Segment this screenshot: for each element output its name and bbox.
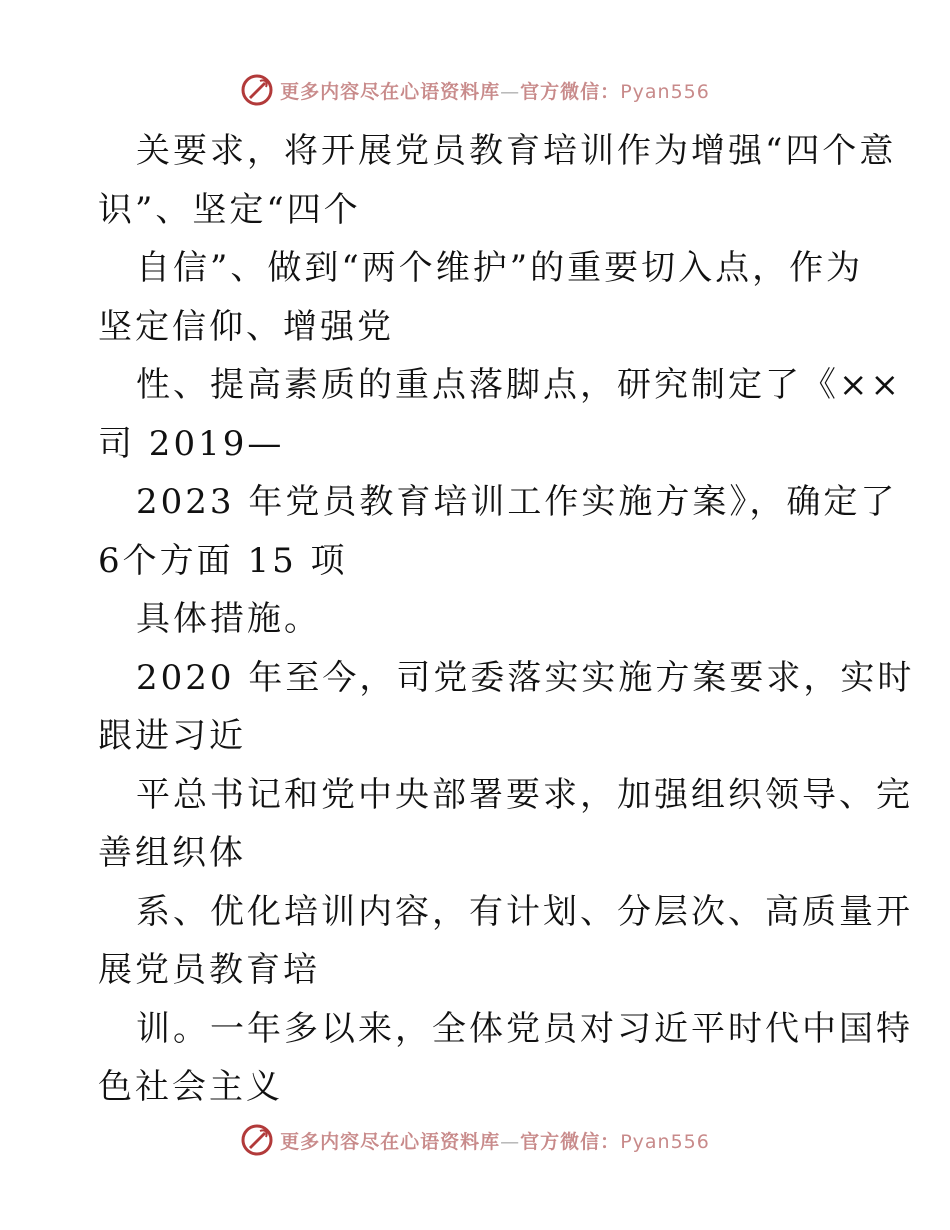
text-line: 2023 年党员教育培训工作实施方案》，确定了 xyxy=(136,482,898,522)
watermark-tail: 官方微信： xyxy=(520,1130,621,1153)
text-line: 自信”、做到“两个维护”的重要切入点，作为 xyxy=(136,248,864,288)
text-line: 司 2019— xyxy=(98,423,285,464)
footer-watermark xyxy=(0,1120,950,1160)
watermark-separator: — xyxy=(500,1130,521,1153)
text-line: 善组织体 xyxy=(98,833,246,873)
text-line: 具体措施。 xyxy=(136,599,321,639)
quill-logo-icon xyxy=(240,1123,274,1157)
text-line: 系、优化培训内容，有计划、分层次、高质量开 xyxy=(136,891,913,932)
text-line: 性、提高素质的重点落脚点，研究制定了《×× xyxy=(136,365,902,405)
watermark-wechat-id: Pyan556 xyxy=(620,1130,710,1153)
text-line: 识”、坚定“四个 xyxy=(98,189,361,230)
watermark-tail: 官方微信： xyxy=(520,80,621,103)
text-line: 跟进习近 xyxy=(98,716,246,756)
watermark-text xyxy=(280,77,710,104)
text-line: 平总书记和党中央部署要求，加强组织领导、完 xyxy=(136,774,913,815)
watermark-main: 更多内容尽在心语资料库 xyxy=(280,1130,501,1153)
text-line: 6个方面 15 项 xyxy=(98,540,348,581)
text-line: 色社会主义 xyxy=(98,1067,283,1107)
header-watermark xyxy=(0,70,950,110)
watermark-wechat-id: Pyan556 xyxy=(620,80,710,103)
text-line: 训。一年多以来，全体党员对习近平时代中国特 xyxy=(136,1008,913,1049)
watermark-main: 更多内容尽在心语资料库 xyxy=(280,80,501,103)
document-body xyxy=(98,122,915,1117)
quill-logo-icon xyxy=(240,73,274,107)
text-line: 2020 年至今，司党委落实实施方案要求，实时 xyxy=(136,657,915,698)
watermark-separator: — xyxy=(500,80,521,103)
text-line: 坚定信仰、增强党 xyxy=(98,306,394,347)
text-line: 关要求，将开展党员教育培训作为增强“四个意 xyxy=(136,131,897,171)
text-line: 展党员教育培 xyxy=(98,950,320,990)
watermark-text xyxy=(280,1127,710,1154)
